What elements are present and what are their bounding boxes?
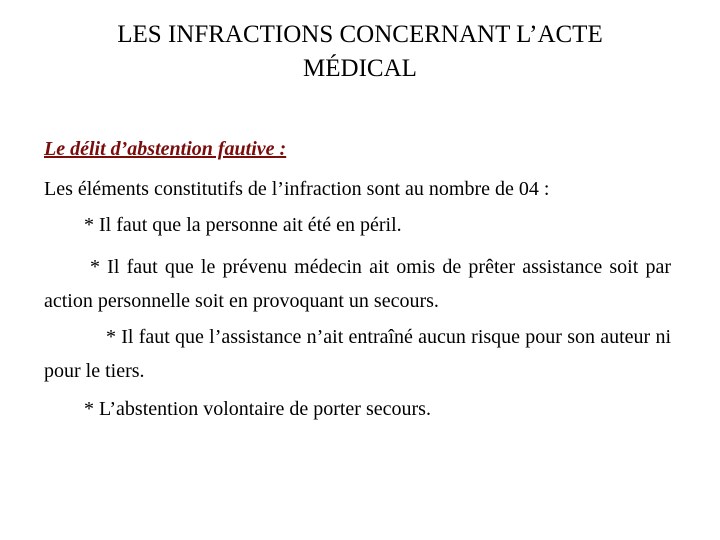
section-subheading: Le délit d’abstention fautive :	[44, 138, 287, 160]
slide-title-line-2: MÉDICAL	[303, 55, 417, 82]
list-item-3: * Il faut que l’assistance n’ait entraîné aucun risque pour son auteur ni pour le tiers.	[44, 326, 671, 382]
slide-title-line-1: LES INFRACTIONS CONCERNANT L’ACTE	[117, 21, 603, 48]
list-item-1: * Il faut que la personne ait été en péril.	[84, 214, 402, 236]
intro-paragraph: Les éléments constitutifs de l’infraction sont au nombre de 04 :	[44, 178, 550, 200]
list-item-4: * L’abstention volontaire de porter secours.	[84, 398, 431, 420]
list-item-2: * Il faut que le prévenu médecin ait omis de prêter assistance soit par action personnelle soit en provoquant un secours.	[44, 256, 671, 312]
slide-title	[40, 18, 680, 86]
